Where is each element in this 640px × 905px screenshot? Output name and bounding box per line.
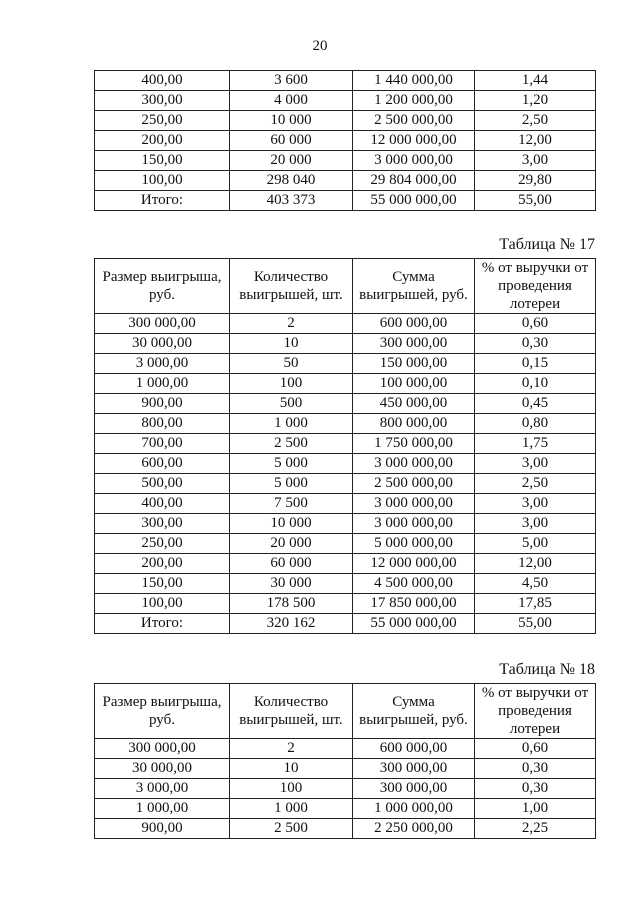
table-row [95,534,596,554]
prize-count-cell: 320 162 [230,614,353,634]
prize-size-cell: 300 000,00 [95,314,230,334]
prize-count-cell: 7 500 [230,494,353,514]
percent-cell: 5,00 [475,534,596,554]
percent-cell: 3,00 [475,514,596,534]
prize-count-cell: 10 000 [230,111,353,131]
table-row [95,799,596,819]
prize-size-cell: 700,00 [95,434,230,454]
prize-count-cell: 60 000 [230,131,353,151]
prize-size-cell: 200,00 [95,554,230,574]
prize-count-cell: 10 000 [230,514,353,534]
table-header-row [95,684,596,739]
table-row [95,334,596,354]
prize-size-cell: 400,00 [95,71,230,91]
prize-count-cell: 2 [230,739,353,759]
prize-sum-cell: 3 000 000,00 [353,151,475,171]
table-body [95,739,596,839]
percent-cell: 0,60 [475,314,596,334]
prize-sum-cell: 1 200 000,00 [353,91,475,111]
table-row [95,314,596,334]
table-row [95,779,596,799]
percent-cell: 2,50 [475,474,596,494]
prize-count-cell: 2 500 [230,434,353,454]
table-row [95,111,596,131]
prize-size-cell: 1 000,00 [95,374,230,394]
prize-sum-cell: 100 000,00 [353,374,475,394]
percent-cell: 4,50 [475,574,596,594]
header-prize-sum: Сумма выигрышей, руб. [353,684,475,739]
percent-cell: 29,80 [475,171,596,191]
table-row [95,759,596,779]
prize-sum-cell: 3 000 000,00 [353,494,475,514]
percent-cell: 12,00 [475,131,596,151]
percent-cell: 1,44 [475,71,596,91]
prize-count-cell: 10 [230,334,353,354]
prize-sum-cell: 1 000 000,00 [353,799,475,819]
percent-cell: 0,30 [475,334,596,354]
prize-count-cell: 3 600 [230,71,353,91]
percent-cell: 0,15 [475,354,596,374]
table-row [95,71,596,91]
prize-size-cell: 500,00 [95,474,230,494]
prize-sum-cell: 17 850 000,00 [353,594,475,614]
prize-sum-cell: 450 000,00 [353,394,475,414]
prize-table-continued [94,70,596,211]
table-row [95,454,596,474]
prize-size-cell: 300,00 [95,514,230,534]
table-row [95,151,596,171]
table-row [95,474,596,494]
table-row [95,131,596,151]
percent-cell: 55,00 [475,614,596,634]
prize-sum-cell: 300 000,00 [353,779,475,799]
header-prize-size: Размер выигрыша, руб. [95,259,230,314]
prize-sum-cell: 800 000,00 [353,414,475,434]
prize-size-cell: 600,00 [95,454,230,474]
prize-sum-cell: 300 000,00 [353,759,475,779]
prize-sum-cell: 1 440 000,00 [353,71,475,91]
prize-size-cell: 150,00 [95,574,230,594]
prize-size-cell: 250,00 [95,534,230,554]
table-row [95,739,596,759]
prize-table-18 [94,683,596,839]
prize-size-cell: Итого: [95,191,230,211]
table-row [95,594,596,614]
prize-count-cell: 20 000 [230,151,353,171]
table-caption: Таблица № 18 [499,661,595,678]
prize-sum-cell: 2 250 000,00 [353,819,475,839]
table-row [95,819,596,839]
header-prize-size: Размер выигрыша, руб. [95,684,230,739]
prize-size-cell: 300 000,00 [95,739,230,759]
percent-cell: 0,30 [475,759,596,779]
prize-count-cell: 4 000 [230,91,353,111]
prize-table-17 [94,258,596,634]
header-prize-sum: Сумма выигрышей, руб. [353,259,475,314]
percent-cell: 17,85 [475,594,596,614]
percent-cell: 0,60 [475,739,596,759]
prize-sum-cell: 3 000 000,00 [353,454,475,474]
percent-cell: 2,50 [475,111,596,131]
table-row [95,554,596,574]
prize-count-cell: 5 000 [230,454,353,474]
prize-count-cell: 50 [230,354,353,374]
percent-cell: 1,00 [475,799,596,819]
prize-count-cell: 1 000 [230,799,353,819]
prize-count-cell: 1 000 [230,414,353,434]
prize-sum-cell: 55 000 000,00 [353,614,475,634]
prize-size-cell: 200,00 [95,131,230,151]
table-row [95,514,596,534]
percent-cell: 1,75 [475,434,596,454]
prize-count-cell: 403 373 [230,191,353,211]
prize-size-cell: 1 000,00 [95,799,230,819]
table-row [95,354,596,374]
table-row [95,614,596,634]
percent-cell: 3,00 [475,494,596,514]
table-row [95,374,596,394]
table-caption: Таблица № 17 [499,236,595,253]
prize-size-cell: 100,00 [95,594,230,614]
header-prize-count: Количество выигрышей, шт. [230,259,353,314]
percent-cell: 3,00 [475,151,596,171]
prize-count-cell: 178 500 [230,594,353,614]
prize-size-cell: 800,00 [95,414,230,434]
prize-sum-cell: 2 500 000,00 [353,474,475,494]
header-percent: % от выручки от проведения лотереи [475,684,596,739]
table-row [95,494,596,514]
prize-size-cell: 300,00 [95,91,230,111]
prize-count-cell: 100 [230,779,353,799]
prize-sum-cell: 4 500 000,00 [353,574,475,594]
percent-cell: 1,20 [475,91,596,111]
percent-cell: 0,10 [475,374,596,394]
percent-cell: 0,45 [475,394,596,414]
prize-size-cell: 3 000,00 [95,354,230,374]
prize-size-cell: 30 000,00 [95,334,230,354]
table-header-row [95,259,596,314]
table-row [95,414,596,434]
prize-count-cell: 100 [230,374,353,394]
prize-count-cell: 298 040 [230,171,353,191]
prize-sum-cell: 55 000 000,00 [353,191,475,211]
percent-cell: 0,30 [475,779,596,799]
table-row [95,574,596,594]
page-number: 20 [312,38,328,54]
header-percent: % от выручки от проведения лотереи [475,259,596,314]
table-body [95,71,596,211]
prize-count-cell: 60 000 [230,554,353,574]
prize-count-cell: 5 000 [230,474,353,494]
percent-cell: 3,00 [475,454,596,474]
prize-sum-cell: 3 000 000,00 [353,514,475,534]
prize-sum-cell: 150 000,00 [353,354,475,374]
percent-cell: 0,80 [475,414,596,434]
prize-size-cell: 100,00 [95,171,230,191]
prize-size-cell: 900,00 [95,819,230,839]
prize-count-cell: 30 000 [230,574,353,594]
prize-sum-cell: 1 750 000,00 [353,434,475,454]
prize-sum-cell: 12 000 000,00 [353,554,475,574]
percent-cell: 2,25 [475,819,596,839]
prize-size-cell: 30 000,00 [95,759,230,779]
table-row [95,191,596,211]
prize-count-cell: 2 500 [230,819,353,839]
prize-size-cell: 250,00 [95,111,230,131]
prize-count-cell: 20 000 [230,534,353,554]
prize-count-cell: 500 [230,394,353,414]
prize-count-cell: 2 [230,314,353,334]
percent-cell: 12,00 [475,554,596,574]
percent-cell: 55,00 [475,191,596,211]
prize-size-cell: Итого: [95,614,230,634]
table-row [95,434,596,454]
prize-sum-cell: 300 000,00 [353,334,475,354]
table-row [95,171,596,191]
prize-size-cell: 900,00 [95,394,230,414]
header-prize-count: Количество выигрышей, шт. [230,684,353,739]
prize-count-cell: 10 [230,759,353,779]
prize-size-cell: 400,00 [95,494,230,514]
prize-sum-cell: 5 000 000,00 [353,534,475,554]
prize-sum-cell: 600 000,00 [353,739,475,759]
prize-sum-cell: 29 804 000,00 [353,171,475,191]
prize-sum-cell: 12 000 000,00 [353,131,475,151]
prize-size-cell: 3 000,00 [95,779,230,799]
prize-sum-cell: 2 500 000,00 [353,111,475,131]
prize-size-cell: 150,00 [95,151,230,171]
table-body [95,314,596,634]
table-row [95,394,596,414]
table-row [95,91,596,111]
prize-sum-cell: 600 000,00 [353,314,475,334]
